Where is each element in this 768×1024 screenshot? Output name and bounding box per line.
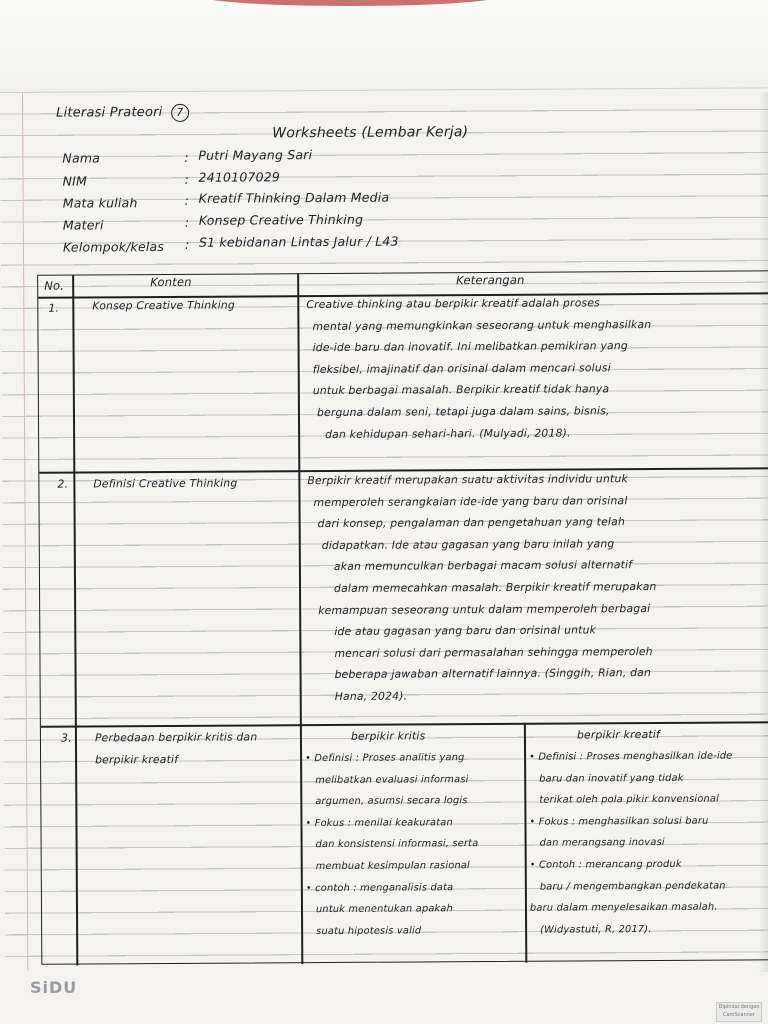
compare-title-kritis: berpikir kritis: [350, 729, 426, 743]
info-label-matakuliah: Mata kuliah: [62, 195, 138, 211]
text-line: • Fokus : menilai keakuratan: [305, 817, 453, 829]
header-keterangan: Keterangan: [456, 272, 525, 288]
info-value-materi: Konsep Creative Thinking: [198, 211, 364, 228]
kreatif-list: [529, 745, 768, 941]
text-line: argumen, asumsi secara logis: [315, 795, 468, 808]
text-line: berpikir kreatif: [95, 752, 179, 767]
text-line: ide-ide baru dan inovatif. Ini melibatkan pemikiran yang: [312, 339, 628, 355]
page-number-circle: 7: [171, 104, 189, 122]
page-title: [56, 104, 189, 123]
margin-line: [22, 93, 28, 971]
info-label-kelompok: Kelompok/kelas: [62, 239, 165, 255]
col-divider-konten: [297, 274, 303, 964]
text-line: • Definisi : Proses menghasilkan ide-ide: [529, 750, 733, 763]
paper-brand-logo: SiDU: [30, 978, 78, 997]
worksheet-table: [37, 270, 768, 964]
info-value-nama: Putri Mayang Sari: [198, 147, 313, 163]
row1-no: 1.: [48, 301, 60, 315]
text-line: baru / mengembangkan pendekatan: [539, 880, 726, 893]
row2-keterangan: [307, 467, 768, 707]
title-text: Literasi Prateori: [56, 105, 163, 121]
text-line: untuk berbagai masalah. Berpikir kreatif tidak hanya: [312, 382, 610, 398]
text-line: • Definisi : Proses analitis yang: [305, 752, 465, 765]
header-no: No.: [44, 278, 65, 293]
text-line: • Contoh : merancang produk: [529, 858, 682, 871]
text-line: fleksibel, imajinatif dan orisinal dalam mencari solusi: [312, 361, 611, 376]
info-colon: :: [184, 171, 190, 187]
text-line: didapatkan. Ide atau gagasan yang baru inilah yang: [321, 537, 615, 552]
row2-no: 2.: [57, 477, 69, 491]
text-line: kemampuan seseorang untuk dalam memperoleh berbagai: [318, 601, 651, 617]
info-value-kelompok: S1 kebidanan Lintas Jalur / L43: [198, 233, 399, 250]
kritis-list: [305, 747, 524, 943]
text-line: beberapa jawaban alternatif lainnya. (Singgih, Rian, dan: [334, 666, 652, 682]
scan-top-background: [0, 0, 768, 92]
text-line: baru dan inovatif yang tidak: [539, 772, 684, 785]
text-line: berguna dalam seni, tetapi juga dalam sains, bisnis,: [316, 404, 610, 420]
info-label-materi: Materi: [62, 217, 104, 233]
text-line: membuat kesimpulan rasional: [315, 860, 471, 873]
info-label-nim: NIM: [62, 173, 88, 189]
camscanner-stamp: Dipindai dengan CamScanner: [716, 1002, 762, 1022]
row3-konten: [95, 726, 258, 770]
text-line: dari konsep, pengalaman dan pengetahuan yang telah: [317, 515, 626, 531]
col-divider-no: [72, 276, 78, 966]
text-line: dan kehidupan sehari-hari. (Mulyadi, 2018).: [325, 426, 571, 441]
page-shadow: [758, 92, 768, 972]
text-line: terikat oleh pola pikir konvensional: [539, 793, 720, 806]
compare-title-kreatif: berpikir kreatif: [576, 727, 661, 742]
text-line: • Fokus : menghasilkan solusi baru: [529, 815, 709, 828]
info-label-nama: Nama: [62, 150, 101, 166]
text-line: baru dalam menyelesaikan masalah.: [529, 901, 718, 914]
worksheet-title: Worksheets (Lembar Kerja): [272, 124, 469, 142]
text-line: (Widyastuti, R, 2017).: [540, 923, 652, 936]
text-line: ide atau gagasan yang baru dan orisinal untuk: [334, 623, 597, 639]
col-divider-compare: [524, 723, 527, 963]
text-line: Hana, 2024).: [334, 689, 408, 703]
lined-paper: [0, 87, 768, 971]
info-colon: :: [184, 149, 189, 165]
row2-konten: Definisi Creative Thinking: [93, 476, 238, 491]
row3-no: 3.: [60, 731, 72, 745]
text-line: dan konsistensi informasi, serta: [315, 838, 479, 851]
text-line: memperoleh serangkaian ide-ide yang baru dan orisinal: [313, 493, 628, 509]
info-colon: :: [184, 236, 190, 252]
text-line: suatu hipotesis valid: [316, 925, 422, 937]
text-line: dalam memecahkan masalah. Berpikir kreatif merupakan: [333, 579, 657, 595]
text-line: dan merangsang inovasi: [539, 837, 665, 850]
text-line: mental yang memungkinkan seseorang untuk menghasilkan: [312, 317, 652, 333]
text-line: untuk menentukan apakah: [315, 903, 454, 916]
text-line: mencari solusi dari permasalahan sehingga memperoleh: [334, 644, 653, 660]
text-line: akan memunculkan berbagai macam solusi alternatif: [333, 558, 633, 574]
info-value-matakuliah: Kreatif Thinking Dalam Media: [198, 189, 390, 206]
text-line: Creative thinking atau berpikir kreatif adalah proses: [306, 296, 601, 312]
row1-konten: Konsep Creative Thinking: [92, 298, 236, 313]
text-line: melibatkan evaluasi informasi: [315, 773, 469, 786]
info-colon: :: [184, 192, 190, 208]
header-konten: Konten: [150, 274, 192, 290]
info-value-nim: 2410107029: [198, 169, 281, 185]
text-line: Perbedaan berpikir kritis dan: [94, 730, 258, 745]
text-line: • contoh : menganalisis data: [305, 881, 454, 894]
text-line: Berpikir kreatif merupakan suatu aktivitas individu untuk: [307, 472, 628, 488]
info-colon: :: [184, 214, 190, 230]
row1-keterangan: [306, 291, 768, 445]
